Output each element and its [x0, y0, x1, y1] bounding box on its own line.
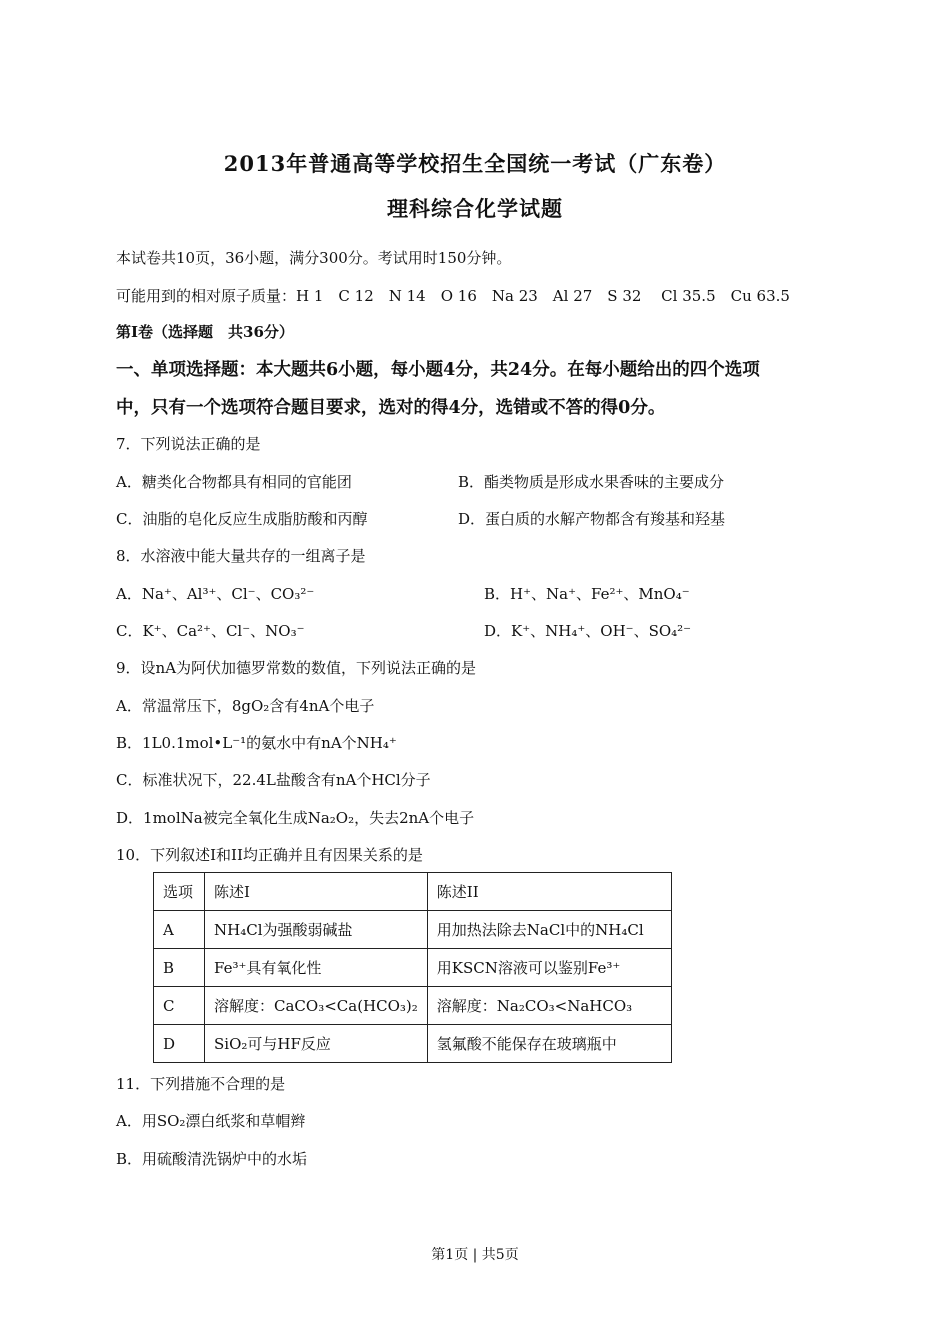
q7-stem: 7．下列说法正确的是: [116, 435, 261, 453]
table-cell: C: [154, 987, 205, 1025]
q8-option-c: C．K⁺、Ca²⁺、Cl⁻、NO₃⁻: [116, 622, 305, 640]
q7-option-a: A．糖类化合物都具有相同的官能团: [116, 473, 352, 491]
q8-option-a: A．Na⁺、Al³⁺、Cl⁻、CO₃²⁻: [116, 585, 315, 603]
q9-option-a: A．常温常压下，8gO₂含有4nA个电子: [116, 697, 375, 715]
table-header-cell: 陈述II: [427, 873, 671, 911]
q9-option-d: D．1molNa被完全氧化生成Na₂O₂，失去2nA个电子: [116, 809, 475, 827]
section-instruction-line1: 一、单项选择题：本大题共6小题，每小题4分，共24分。在每小题给出的四个选项: [116, 360, 760, 380]
table-cell: A: [154, 911, 205, 949]
table-row: [154, 987, 672, 1025]
table-cell: 用加热法除去NaCl中的NH₄Cl: [427, 911, 671, 949]
exam-subtitle: 理科综合化学试题: [387, 196, 563, 221]
q8-option-d: D．K⁺、NH₄⁺、OH⁻、SO₄²⁻: [484, 622, 692, 640]
q10-table: [153, 872, 672, 1063]
q7-option-d: D．蛋白质的水解产物都含有羧基和羟基: [458, 510, 726, 528]
table-cell: Fe³⁺具有氧化性: [205, 949, 428, 987]
table-cell: NH₄Cl为强酸弱碱盐: [205, 911, 428, 949]
q11-option-a: A．用SO₂漂白纸浆和草帽辫: [116, 1112, 306, 1130]
section-instruction-line2: 中，只有一个选项符合题目要求，选对的得4分，选错或不答的得0分。: [116, 398, 666, 418]
table-cell: 氢氟酸不能保存在玻璃瓶中: [427, 1025, 671, 1063]
q7-option-c: C．油脂的皂化反应生成脂肪酸和丙醇: [116, 510, 368, 528]
table-row: [154, 949, 672, 987]
atomic-mass-values: H 1 C 12 N 14 O 16 Na 23 Al 27 S 32 Cl 35.5 Cu 63.5: [296, 287, 790, 305]
q8-option-b: B．H⁺、Na⁺、Fe²⁺、MnO₄⁻: [484, 585, 690, 603]
table-cell: SiO₂可与HF反应: [205, 1025, 428, 1063]
section-heading: 第Ⅰ卷（选择题 共36分）: [116, 323, 294, 341]
table-row: [154, 911, 672, 949]
q7-option-b: B．酯类物质是形成水果香味的主要成分: [458, 473, 725, 491]
table-cell: 溶解度：Na₂CO₃<NaHCO₃: [427, 987, 671, 1025]
table-cell: 溶解度：CaCO₃<Ca(HCO₃)₂: [205, 987, 428, 1025]
atomic-mass-label: 可能用到的相对原子质量：: [116, 287, 297, 305]
table-cell: 用KSCN溶液可以鉴别Fe³⁺: [427, 949, 671, 987]
q10-stem: 10．下列叙述I和II均正确并且有因果关系的是: [116, 846, 423, 864]
page-footer: 第1页 | 共5页: [431, 1247, 519, 1263]
atomic-mass-line: [116, 286, 790, 306]
table-header-row: [154, 873, 672, 911]
q11-option-b: B．用硫酸清洗锅炉中的水垢: [116, 1150, 308, 1168]
table-row: [154, 1025, 672, 1063]
table-header-cell: 选项: [154, 873, 205, 911]
exam-title: 2013年普通高等学校招生全国统一考试（广东卷）: [223, 151, 727, 176]
q8-stem: 8．水溶液中能大量共存的一组离子是: [116, 547, 366, 565]
table-cell: D: [154, 1025, 205, 1063]
table-header-cell: 陈述I: [205, 873, 428, 911]
q9-option-c: C．标准状况下，22.4L盐酸含有nA个HCl分子: [116, 771, 431, 789]
exam-intro: 本试卷共10页，36小题，满分300分。考试用时150分钟。: [116, 249, 512, 267]
table-cell: B: [154, 949, 205, 987]
q9-option-b: B．1L0.1mol•L⁻¹的氨水中有nA个NH₄⁺: [116, 734, 397, 752]
q9-stem: 9．设nA为阿伏加德罗常数的数值，下列说法正确的是: [116, 659, 477, 677]
q11-stem: 11．下列措施不合理的是: [116, 1075, 286, 1093]
